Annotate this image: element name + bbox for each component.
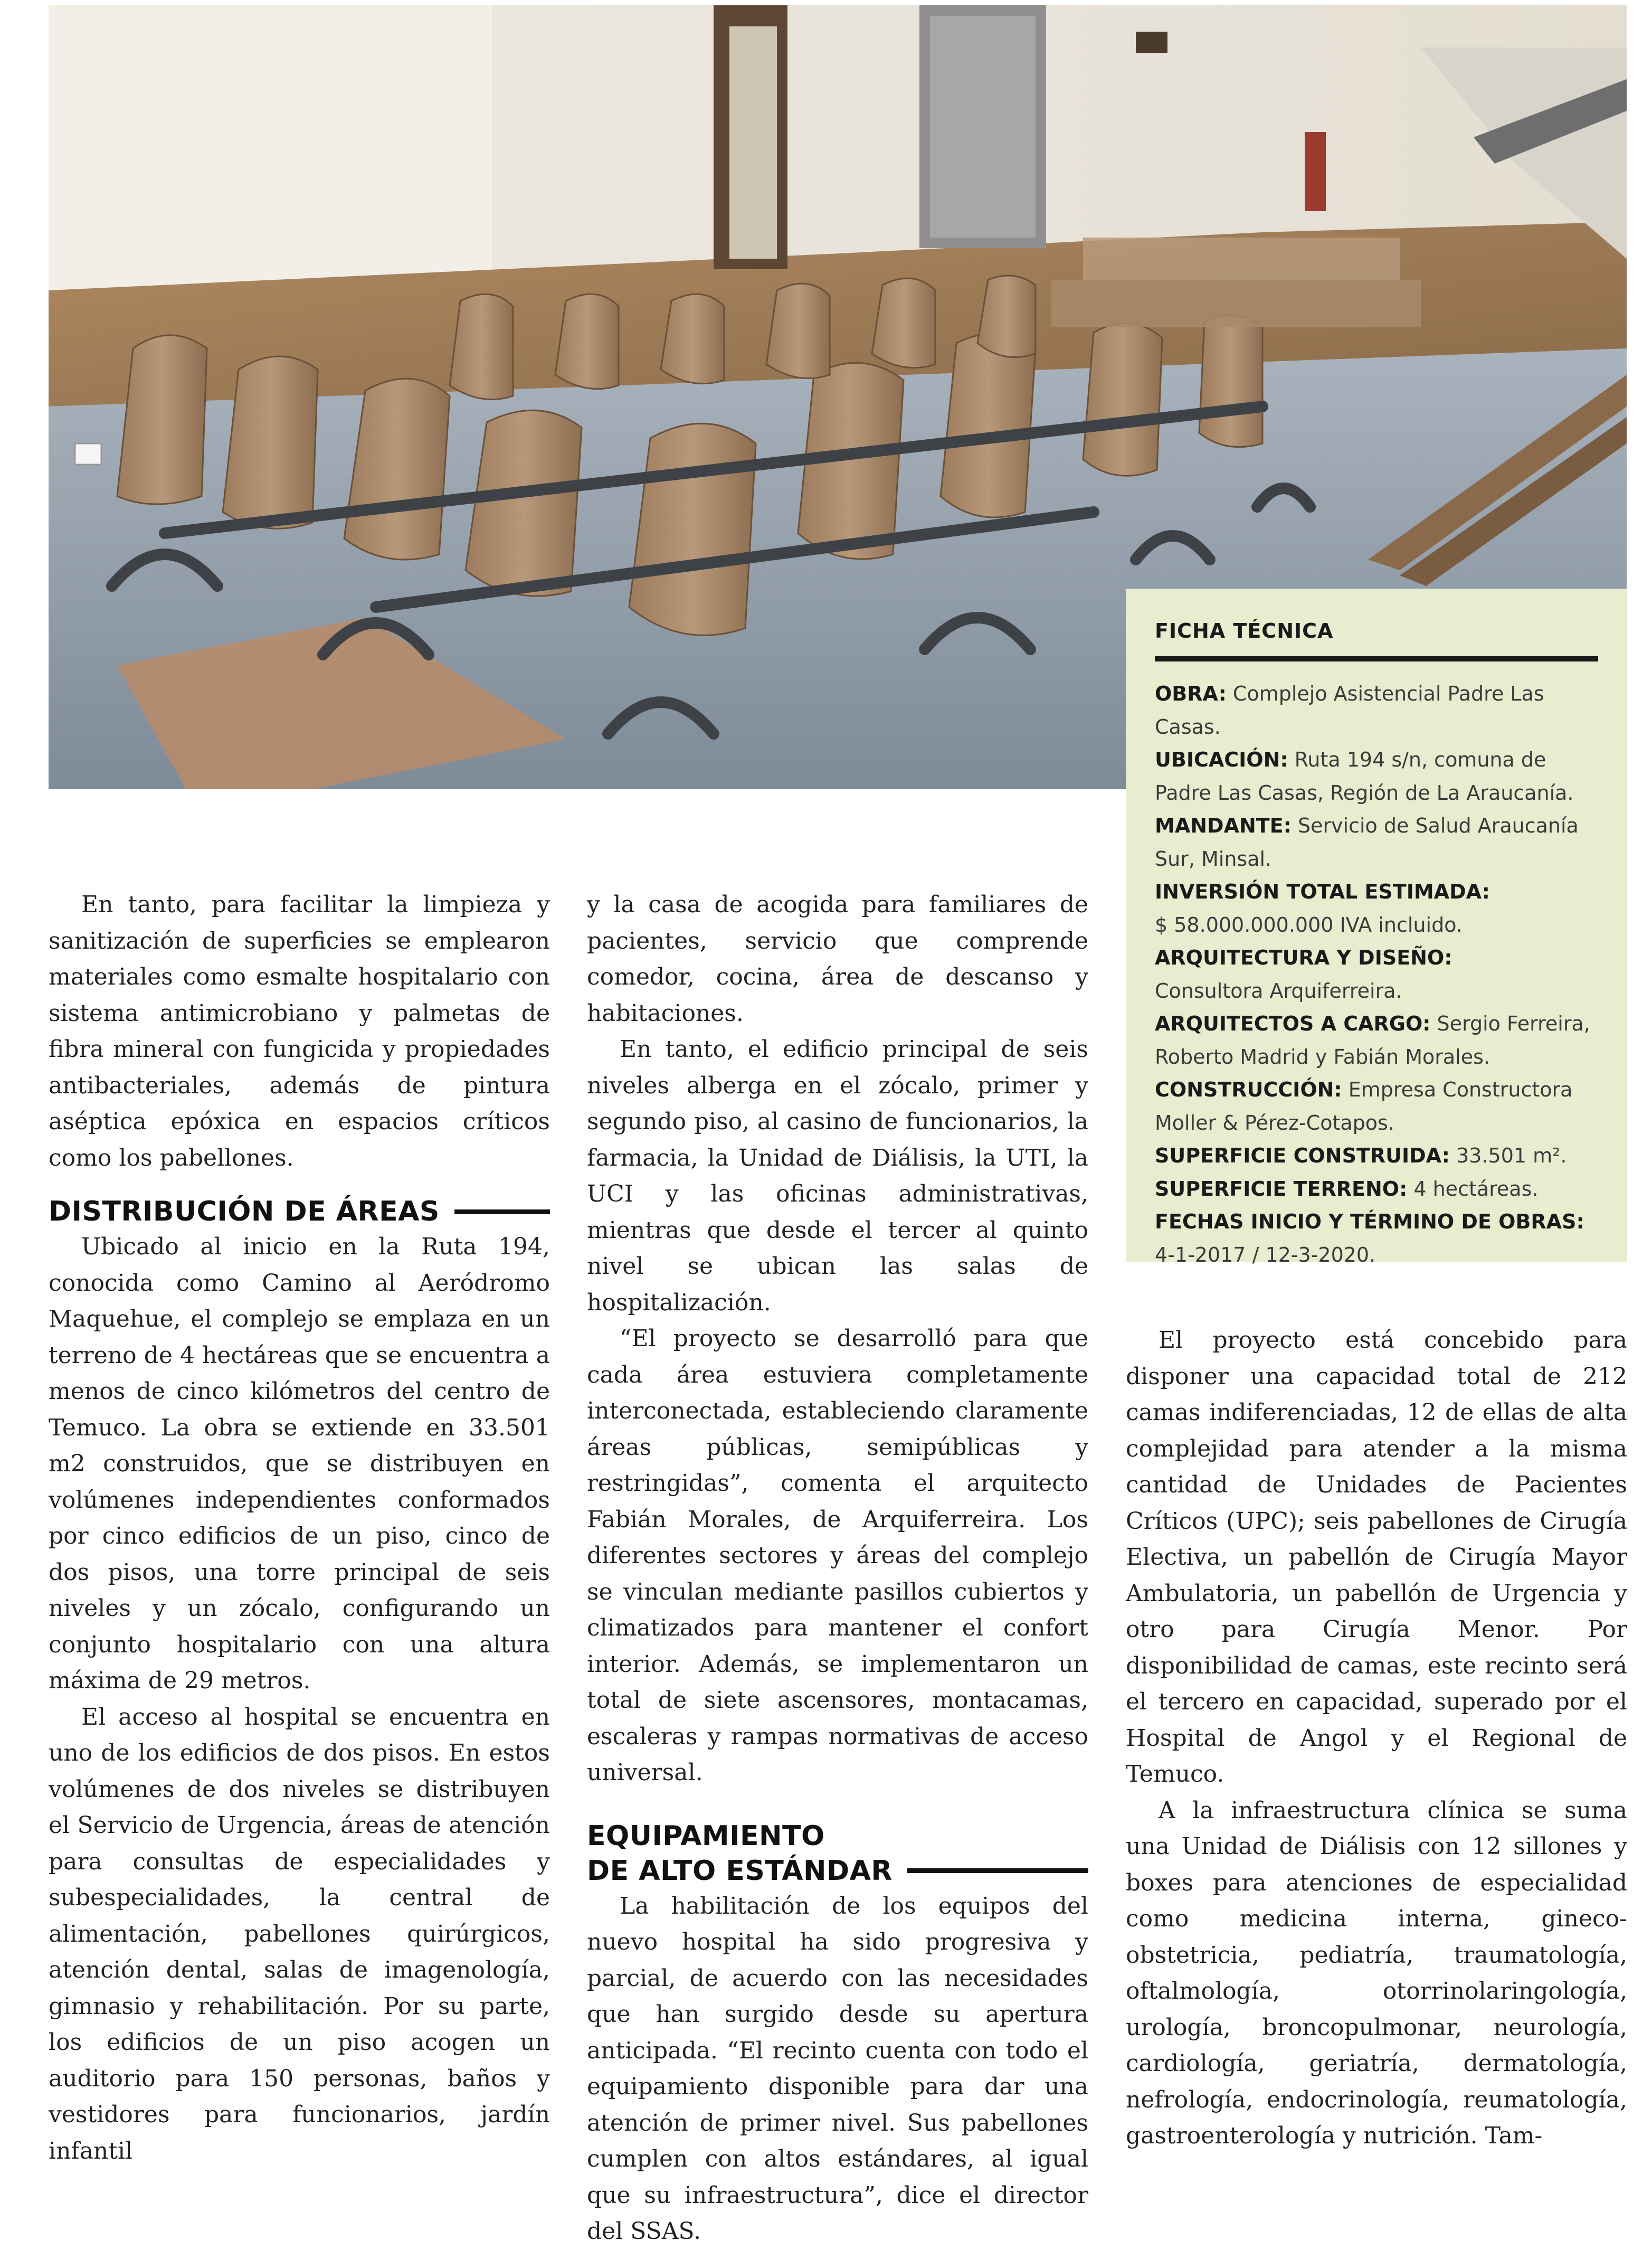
ficha-row-superficie-construida xyxy=(1155,1139,1598,1173)
ficha-value: Sergio Ferreira, Roberto Madrid y Fabián Morales. xyxy=(1155,1012,1590,1069)
paragraph: En tanto, el edificio principal de seis niveles alberga en el zócalo, primer y segundo piso, al casino de funcionarios, la farmacia, la Unidad de Diálisis, la UTI, la UCI y las oficinas administrativas, mientras que desde el tercer al quinto nivel se ubican las salas de hospitalización. xyxy=(587,1036,1088,1316)
ficha-value: 4-1-2017 / 12-3-2020. xyxy=(1155,1243,1376,1266)
section-heading-distribucion xyxy=(49,1194,550,1229)
article-column-1 xyxy=(49,887,550,2169)
section-heading-text: DE ALTO ESTÁNDAR xyxy=(587,1855,893,1887)
section-heading-equipamiento xyxy=(587,1819,1088,1888)
article-column-2 xyxy=(587,887,1088,2250)
paragraph: Ubicado al inicio en la Ruta 194, conocida como Camino al Aeródromo Maquehue, el complejo se emplaza en un terreno de 4 hectáreas que se encuentra a menos de cinco kilómetros del centro de Temuco. La obra se extiende en 33.501 m2 construidos, que se distribuyen en volúmenes independientes conformados por cinco edificios de un piso, cinco de dos pisos, una torre principal de seis niveles y un zócalo, configurando un conjunto hospitalario con una altura máxima de 29 metros. xyxy=(49,1233,550,1694)
section-heading-text: DISTRIBUCIÓN DE ÁREAS xyxy=(49,1196,440,1227)
ficha-value: Servicio de Salud Araucanía Sur, Minsal. xyxy=(1155,814,1579,871)
ficha-value: $ 58.000.000.000 IVA incluido. xyxy=(1155,913,1463,937)
heading-rule xyxy=(454,1209,550,1214)
ficha-label: OBRA: xyxy=(1155,682,1227,705)
ficha-label: ARQUITECTOS A CARGO: xyxy=(1155,1012,1431,1035)
paragraph: El proyecto está concebido para disponer una capacidad total de 212 camas indiferenciadas, 12 de ellas de alta complejidad para atender a la misma cantidad de Unidades de Pacientes Críticos (UPC); seis pabellones de Cirugía Electiva, un pabellón de Cirugía Mayor Ambulatoria, un pabellón de Urgencia y otro para Cirugía Menor. Por disponibilidad de camas, este recinto será el tercero en capacidad, superado por el Hospital de Angol y el Regional de Temuco. xyxy=(1126,1327,1627,1788)
ficha-label: UBICACIÓN: xyxy=(1155,748,1288,771)
ficha-row-ubicacion xyxy=(1155,743,1598,809)
ficha-tecnica-box xyxy=(1126,589,1627,1266)
ficha-row-arquitectura xyxy=(1155,941,1598,1007)
ficha-value: Ruta 194 s/n, comuna de Padre Las Casas, Región de La Araucanía. xyxy=(1155,748,1574,805)
paragraph: A la infraestructura clínica se suma una Unidad de Diálisis con 12 sillones y boxes para atenciones de especialidad como medicina interna, gineco-obstetricia, pediatría, traumatología, oftalmología, otorrinolaringología, urología, broncopulmonar, neurología, cardiología, geriatría, dermatología, nefrología, endocrinología, reumatología, gastroenterología y nutrición. Tam- xyxy=(1126,1797,1627,2149)
ficha-label: MANDANTE: xyxy=(1155,814,1292,837)
section-heading-text: EQUIPAMIENTO xyxy=(587,1820,825,1852)
ficha-value: 4 hectáreas. xyxy=(1407,1177,1539,1200)
ficha-title: FICHA TÉCNICA xyxy=(1155,619,1334,642)
ficha-value: Consultora Arquiferreira. xyxy=(1155,979,1402,1003)
paragraph: El acceso al hospital se encuentra en uno de los edificios de dos pisos. En estos volúmenes de dos niveles se distribuyen el Servicio de Urgencia, áreas de atención para consultas de especialidades y subespecialidades, la central de alimentación, pabellones quirúrgicos, atención dental, salas de imagenología, gimnasio y rehabilitación. Por su parte, los edificios de un piso acogen un auditorio para 150 personas, baños y vestidores para funcionarios, jardín infantil xyxy=(49,1703,550,2164)
ficha-label: SUPERFICIE CONSTRUIDA: xyxy=(1155,1144,1450,1167)
ficha-row-mandante xyxy=(1155,809,1598,875)
ficha-row-superficie-terreno xyxy=(1155,1173,1598,1206)
ficha-row-construccion xyxy=(1155,1073,1598,1139)
ficha-row-fechas xyxy=(1155,1205,1598,1271)
ficha-value: Complejo Asistencial Padre Las Casas. xyxy=(1155,682,1544,739)
heading-rule xyxy=(907,1868,1088,1873)
ficha-title-rule xyxy=(1155,656,1598,661)
ficha-value: 33.501 m². xyxy=(1450,1144,1567,1167)
ficha-row-obra xyxy=(1155,677,1598,743)
ficha-label: SUPERFICIE TERRENO: xyxy=(1155,1177,1408,1200)
ficha-row-arquitectos xyxy=(1155,1007,1598,1073)
ficha-row-inversion xyxy=(1155,875,1598,941)
paragraph: y la casa de acogida para familiares de pacientes, servicio que comprende comedor, cocina, área de descanso y habitaciones. xyxy=(587,891,1088,1027)
paragraph: “El proyecto se desarrolló para que cada área estuviera completamente interconectada, estableciendo claramente áreas públicas, semipúblicas y restringidas”, comenta el arquitecto Fabián Morales, de Arquiferreira. Los diferentes sectores y áreas del complejo se vinculan mediante pasillos cubiertos y climatizados para mantener el confort interior. Además, se implementaron un total de siete ascensores, montacamas, escaleras y rampas normativas de acceso universal. xyxy=(587,1325,1088,1786)
paragraph: En tanto, para facilitar la limpieza y sanitización de superficies se emplearon materiales como esmalte hospitalario con sistema antimicrobiano y palmetas de fibra mineral con fungicida y propiedades antibacteriales, además de pintura aséptica epóxica en espacios críticos como los pabellones. xyxy=(49,891,550,1171)
paragraph: La habilitación de los equipos del nuevo hospital ha sido progresiva y parcial, de acuerdo con las necesidades que han surgido desde su apertura anticipada. “El recinto cuenta con todo el equipamiento disponible para dar una atención de primer nivel. Sus pabellones cumplen con altos estándares, al igual que su infraestructura”, dice el director del SSAS. xyxy=(587,1892,1088,2245)
ficha-label: CONSTRUCCIÓN: xyxy=(1155,1078,1342,1101)
ficha-label: FECHAS INICIO Y TÉRMINO DE OBRAS: xyxy=(1155,1210,1584,1233)
article-column-3 xyxy=(1126,1322,1627,2154)
section-heading-line2 xyxy=(587,1854,1088,1888)
ficha-label: ARQUITECTURA Y DISEÑO: xyxy=(1155,946,1452,969)
ficha-label: INVERSIÓN TOTAL ESTIMADA: xyxy=(1155,880,1490,903)
ficha-value: Empresa Constructora Moller & Pérez-Cotapos. xyxy=(1155,1078,1573,1135)
